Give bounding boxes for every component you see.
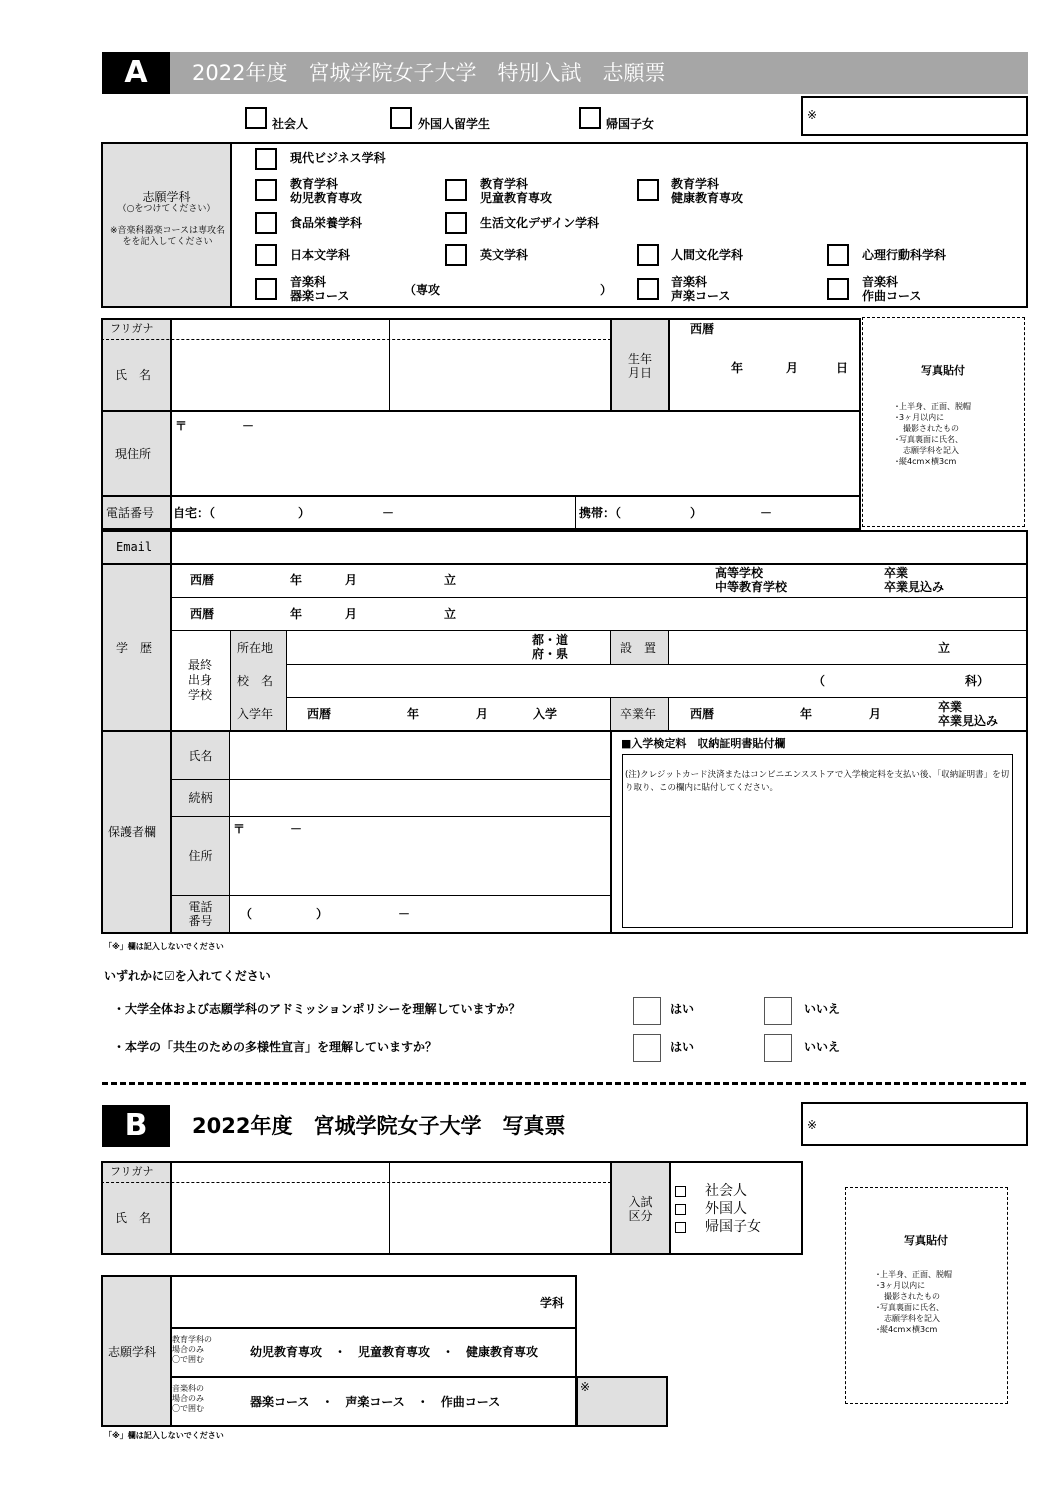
fee-receipt-area[interactable] <box>622 754 1013 928</box>
option-life-design: 生活文化デザイン学科 <box>480 216 600 230</box>
b-type-foreign: 外国人 <box>705 1201 747 1217</box>
q2-no-label: いいえ <box>804 1040 841 1054</box>
option-edu-health-1: 教育学科 <box>671 177 720 191</box>
cut-line <box>102 1082 1026 1085</box>
b-gakka: 学科 <box>540 1296 565 1310</box>
b-photo-note-1: ･上半身、正面、脱帽 <box>876 1270 952 1279</box>
guardian-phone-close: ） <box>316 907 329 921</box>
q2-yes-checkbox[interactable] <box>633 1034 661 1062</box>
b-staff-mark-2: ※ <box>580 1380 591 1394</box>
option-music-composition-2: 作曲コース <box>862 289 922 303</box>
photo-area-b <box>845 1187 1008 1404</box>
section-b-letter: B <box>102 1105 170 1147</box>
b-photo-note-4: ･写真裏面に氏名、 <box>876 1303 944 1312</box>
option-japanese-lit: 日本文学科 <box>290 248 351 262</box>
edu2-seireki: 西暦 <box>190 607 215 621</box>
option-edu-health-2: 健康教育専攻 <box>671 191 744 205</box>
edu1-grad-2: 卒業見込み <box>884 580 945 594</box>
q2-no-checkbox[interactable] <box>764 1034 792 1062</box>
edu1-school-2: 中等教育学校 <box>715 580 788 594</box>
guardian-phone-label-2: 番号 <box>188 914 213 928</box>
option-music-instrument-1: 音楽科 <box>290 275 327 289</box>
checkbox-edu-early[interactable] <box>255 179 277 201</box>
staff-mark: ※ <box>807 108 818 122</box>
pref-label-1: 都・道 <box>532 633 569 647</box>
checkbox-english-lit[interactable] <box>445 244 467 266</box>
b-name-box <box>101 1161 803 1255</box>
birth-seireki: 西暦 <box>690 322 715 336</box>
checkbox-japanese-lit[interactable] <box>255 244 277 266</box>
email-label: Email <box>116 540 153 554</box>
home-phone-label: 自宅：（ <box>173 506 216 520</box>
edu2-year: 年 <box>290 607 303 621</box>
grad-seireki: 西暦 <box>690 707 715 721</box>
checkbox-life-design[interactable] <box>445 212 467 234</box>
b-mus-options: 器楽コース ・ 声楽コース ・ 作曲コース <box>250 1395 501 1409</box>
b-type-returnee: 帰国子女 <box>705 1219 761 1235</box>
establish-ritsu: 立 <box>938 641 951 655</box>
b-mus-note-3: 〇で囲む <box>172 1404 204 1413</box>
entry-seireki: 西暦 <box>307 707 332 721</box>
personal-info-box <box>101 318 861 530</box>
edu1-ritsu: 立 <box>444 573 457 587</box>
postal-dash: － <box>242 419 255 433</box>
checkbox-edu-child[interactable] <box>445 179 467 201</box>
b-exam-type-2: 区分 <box>628 1209 653 1223</box>
location-label: 所在地 <box>237 641 274 655</box>
checkbox-music-instrument[interactable] <box>255 278 277 300</box>
pref-label-2: 府・県 <box>532 647 569 661</box>
b-edu-note-3: 〇で囲む <box>172 1355 204 1364</box>
edu1-year: 年 <box>290 573 303 587</box>
guardian-relation-label: 続柄 <box>188 791 213 805</box>
mobile-phone-close: ） <box>690 506 703 520</box>
photo-note-1: ･上半身、正面、脱帽 <box>895 402 971 411</box>
checkbox-modern-business[interactable] <box>255 148 277 170</box>
grad-label-2: 卒業見込み <box>938 714 999 728</box>
checkbox-edu-health[interactable] <box>637 179 659 201</box>
checkbox-food-nutrition[interactable] <box>255 212 277 234</box>
check-intro: いずれかに☑を入れてください <box>104 969 271 983</box>
checkbox-adult[interactable] <box>245 107 267 129</box>
photo-note-2: ･3ヶ月以内に <box>895 413 945 422</box>
phone-label: 電話番号 <box>106 506 155 520</box>
grad-year-label: 卒業年 <box>620 707 657 721</box>
photo-title: 写真貼付 <box>921 364 965 377</box>
option-edu-early-1: 教育学科 <box>290 177 339 191</box>
entry-year: 年 <box>407 707 420 721</box>
edu1-school-1: 高等学校 <box>715 566 764 580</box>
label-foreign-student: 外国人留学生 <box>418 117 491 131</box>
q1-yes-label: はい <box>670 1002 695 1016</box>
mobile-phone-dash: － <box>760 506 773 520</box>
b-furigana-label: フリガナ <box>110 1165 154 1178</box>
home-phone-dash: － <box>382 506 395 520</box>
section-a-letter: A <box>102 52 170 94</box>
b-photo-note-5: 志願学科を記入 <box>876 1314 940 1323</box>
option-edu-early-2: 幼児教育専攻 <box>290 191 363 205</box>
grad-label-1: 卒業 <box>938 700 963 714</box>
staff-use-box-b <box>801 1102 1028 1146</box>
section-b-title: 2022年度 宮城学院女子大学 写真票 <box>192 1114 566 1138</box>
school-name-paren: （ <box>813 674 826 688</box>
b-staff-box-2 <box>576 1376 668 1427</box>
q1-no-label: いいえ <box>804 1002 841 1016</box>
q2-yes-label: はい <box>670 1040 695 1054</box>
b-name-label: 氏 名 <box>115 1211 152 1225</box>
fee-note: (注)クレジットカード決済またはコンビニエンスストアで入学検定料を支払い後、「収納証明書」を切り取り、この欄内に貼付してください。 <box>625 770 1010 793</box>
photo-note-6: ･縦4cm×横3cm <box>895 457 957 466</box>
b-mus-note-2: 場合のみ <box>172 1394 204 1403</box>
section-a-title: 2022年度 宮城学院女子大学 特別入試 志願票 <box>192 61 666 85</box>
b-photo-note-6: ･縦4cm×横3cm <box>876 1325 938 1334</box>
option-psychology: 心理行動科学科 <box>862 248 947 262</box>
main-label-column <box>103 532 170 932</box>
edu2-month: 月 <box>345 607 358 621</box>
major-close-paren: ） <box>600 283 613 297</box>
checkbox-returnee[interactable] <box>579 107 601 129</box>
birth-label-2: 月日 <box>627 366 652 380</box>
department-label-cell <box>103 144 232 306</box>
b-checkbox-returnee[interactable] <box>675 1222 686 1233</box>
department-label: 志願学科 <box>142 190 191 204</box>
footnote-b: 「※」欄は記入しないでください <box>104 1431 224 1440</box>
birth-month: 月 <box>786 361 799 375</box>
option-edu-child-1: 教育学科 <box>480 177 529 191</box>
label-returnee: 帰国子女 <box>606 117 655 131</box>
edu1-month: 月 <box>345 573 358 587</box>
footnote-a: 「※」欄は記入しないでください <box>104 942 224 951</box>
entry-month: 月 <box>476 707 489 721</box>
label-adult: 社会人 <box>272 117 309 131</box>
b-photo-note-3: 撮影されたもの <box>876 1292 940 1301</box>
b-checkbox-adult[interactable] <box>675 1186 686 1197</box>
birth-year: 年 <box>731 361 744 375</box>
photo-area-a <box>862 317 1025 527</box>
option-music-composition-1: 音楽科 <box>862 275 899 289</box>
photo-note-4: ･写真裏面に氏名、 <box>895 435 963 444</box>
major-open-paren: （専攻 <box>404 283 441 297</box>
b-photo-note-2: ･3ヶ月以内に <box>876 1281 926 1290</box>
staff-mark-b: ※ <box>807 1118 818 1132</box>
last-school-3: 学校 <box>187 688 212 702</box>
option-modern-business: 現代ビジネス学科 <box>290 151 386 165</box>
staff-use-box-a <box>801 96 1028 136</box>
last-school-2: 出身 <box>187 673 212 687</box>
b-edu-options: 幼児教育専攻 ・ 児童教育専攻 ・ 健康教育専攻 <box>250 1345 539 1359</box>
guardian-phone-label-1: 電話 <box>188 900 213 914</box>
checkbox-music-vocal[interactable] <box>637 278 659 300</box>
photo-note-5: 志願学科を記入 <box>895 446 959 455</box>
fee-title: ■入学検定料 収納証明書貼付欄 <box>621 737 786 750</box>
edu1-seireki: 西暦 <box>190 573 215 587</box>
edu1-grad-1: 卒業 <box>884 566 909 580</box>
school-name-label: 校 名 <box>237 674 274 688</box>
guardian-name-label: 氏名 <box>188 749 213 763</box>
option-music-vocal-2: 声楽コース <box>671 289 731 303</box>
guardian-postal-dash: － <box>290 822 303 836</box>
grad-year: 年 <box>800 707 813 721</box>
b-checkbox-foreign[interactable] <box>675 1204 686 1215</box>
entry-label: 入学 <box>533 707 558 721</box>
checkbox-human-culture[interactable] <box>637 244 659 266</box>
postal-mark: 〒 <box>175 419 188 433</box>
guardian-postal: 〒 <box>233 822 246 836</box>
q1-no-checkbox[interactable] <box>764 997 792 1025</box>
department-note1: （○をつけてください） <box>117 204 216 214</box>
checkbox-psychology[interactable] <box>827 244 849 266</box>
b-department-label: 志願学科 <box>108 1345 157 1359</box>
b-photo-title: 写真貼付 <box>904 1234 948 1247</box>
entry-year-label: 入学年 <box>237 707 274 721</box>
b-mus-note-1: 音楽科の <box>172 1384 204 1393</box>
section-a-header <box>102 52 1028 94</box>
name-label: 氏 名 <box>115 368 152 382</box>
department-note2: ※音楽科器楽コースは専攻名をを記入してください <box>109 226 226 247</box>
b-exam-type-1: 入試 <box>628 1195 653 1209</box>
checkbox-foreign-student[interactable] <box>390 107 412 129</box>
photo-note-3: 撮影されたもの <box>895 424 959 433</box>
mobile-phone-label: 携帯：（ <box>579 506 622 520</box>
b-edu-note-1: 教育学科の <box>172 1335 212 1344</box>
option-music-instrument-2: 器楽コース <box>290 289 350 303</box>
b-type-adult: 社会人 <box>705 1183 747 1199</box>
furigana-label: フリガナ <box>110 322 154 335</box>
q1-yes-checkbox[interactable] <box>633 997 661 1025</box>
question-admission-policy: ・大学全体および志願学科のアドミッションポリシーを理解していますか？ <box>113 1002 521 1016</box>
home-phone-close: ） <box>298 506 311 520</box>
b-edu-note-2: 場合のみ <box>172 1345 204 1354</box>
grad-month: 月 <box>869 707 882 721</box>
birth-day: 日 <box>836 361 849 375</box>
option-music-vocal-1: 音楽科 <box>671 275 708 289</box>
option-edu-child-2: 児童教育専攻 <box>480 191 553 205</box>
education-label: 学 歴 <box>116 641 153 655</box>
edu2-ritsu: 立 <box>444 607 457 621</box>
birth-label-1: 生年 <box>627 352 652 366</box>
option-english-lit: 英文学科 <box>480 248 529 262</box>
option-food-nutrition: 食品栄養学科 <box>290 216 363 230</box>
guardian-phone-open: （ <box>240 907 253 921</box>
address-label: 現住所 <box>115 447 152 461</box>
question-diversity: ・本学の「共生のための多様性宣言」を理解していますか？ <box>113 1040 438 1054</box>
school-name-ka: 科） <box>965 674 990 688</box>
establish-label: 設 置 <box>620 641 657 655</box>
last-school-1: 最終 <box>187 658 212 672</box>
guardian-address-label: 住所 <box>188 849 213 863</box>
guardian-label: 保護者欄 <box>108 825 157 839</box>
option-human-culture: 人間文化学科 <box>671 248 744 262</box>
checkbox-music-composition[interactable] <box>827 278 849 300</box>
guardian-phone-dash: － <box>398 907 411 921</box>
